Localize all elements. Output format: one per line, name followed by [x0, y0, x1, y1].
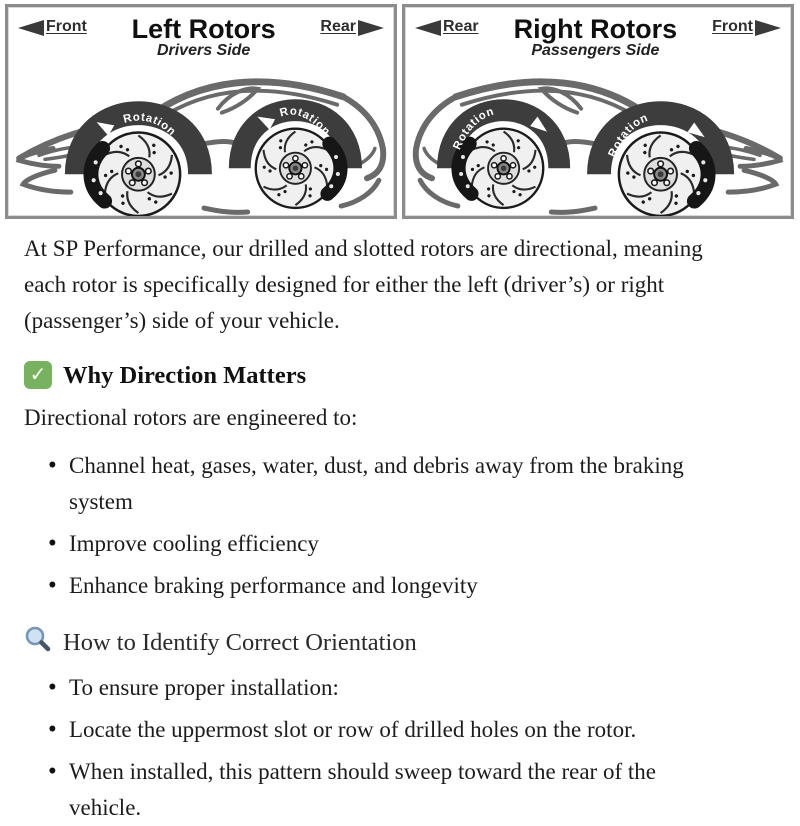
panel-title: Right Rotors: [513, 14, 678, 44]
rotor-direction-diagram: [0, 0, 800, 219]
panel-subtitle: Passengers Side: [531, 42, 660, 60]
why-direction-matters-heading: [24, 361, 776, 390]
right-rotors-panel: [402, 4, 794, 219]
direction-label: Rear: [443, 17, 479, 35]
arrow-left-icon: [415, 20, 441, 36]
magnifier-icon: [24, 625, 52, 660]
heading-text: Why Direction Matters: [63, 361, 307, 389]
article-body: [0, 219, 800, 826]
left-panel-titles: [132, 15, 276, 60]
rotation-label: Rotation: [122, 111, 179, 139]
list-item: • Locate the uppermost slot or row of drilled holes on the rotor.: [48, 712, 724, 748]
list-item: • When installed, this pattern should sweep toward the rear of the vehicle.: [48, 754, 724, 826]
front-direction-indicator: [18, 17, 87, 36]
arrow-left-icon: [18, 20, 44, 36]
rear-direction-indicator: [320, 17, 384, 36]
left-rotors-panel: [5, 4, 397, 219]
left-panel-header: [8, 7, 394, 60]
right-panel-titles: [514, 15, 677, 60]
front-direction-indicator: [712, 17, 781, 36]
list-item: • Channel heat, gases, water, dust, and debris away from the braking system: [48, 448, 724, 520]
direction-label: Rear: [320, 17, 356, 35]
left-car-illustration: [8, 57, 394, 216]
list-item: • To ensure proper installation:: [48, 670, 724, 706]
identify-orientation-heading: [24, 625, 776, 660]
engineered-intro: Directional rotors are engineered to:: [24, 405, 358, 431]
panel-title: Left Rotors: [131, 14, 276, 44]
direction-label: Front: [46, 17, 87, 35]
rotation-label: Rotation: [606, 111, 651, 160]
check-glyph: ✓: [29, 362, 47, 387]
heading-text: How to Identify Correct Orientation: [63, 629, 417, 657]
benefits-list: [24, 448, 724, 604]
list-item: • Enhance braking performance and longevity: [48, 568, 724, 604]
rotation-label: Rotation: [451, 105, 496, 152]
arrow-right-icon: [755, 20, 781, 36]
right-panel-header: [405, 7, 791, 60]
direction-label: Front: [712, 17, 753, 35]
right-car-illustration: [405, 57, 791, 216]
panel-subtitle: Drivers Side: [156, 42, 251, 60]
list-item: • Improve cooling efficiency: [48, 526, 724, 562]
identify-steps-list: [24, 670, 724, 826]
rear-direction-indicator: [415, 17, 479, 36]
intro-paragraph: At SP Performance, our drilled and slotted rotors are directional, meaning each rotor is specifically designed for either the left (driver’s) or right (passenger’s) side of your vehicle.: [24, 236, 703, 333]
rotation-label: Rotation: [278, 105, 333, 139]
check-icon: [24, 361, 52, 389]
arrow-right-icon: [358, 20, 384, 36]
